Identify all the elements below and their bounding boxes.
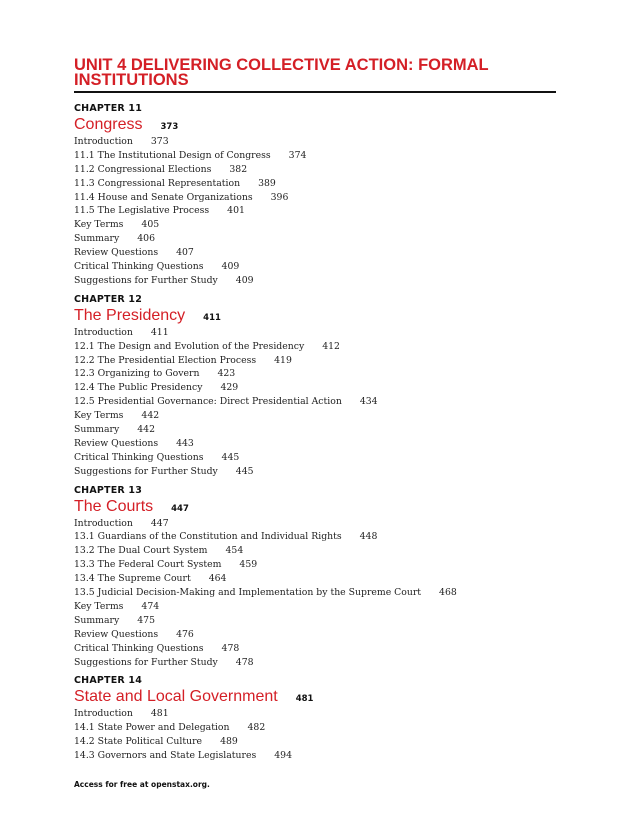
toc-entry-page-number: 419 bbox=[274, 354, 292, 366]
toc-entry[interactable] bbox=[74, 721, 556, 735]
toc-entry-title[interactable]: 11.5 The Legislative Process bbox=[74, 205, 210, 217]
toc-entry-page-number: 459 bbox=[239, 559, 258, 571]
toc-entry-title[interactable]: Critical Thinking Questions bbox=[74, 451, 204, 463]
toc-entry-title[interactable]: 14.3 Governors and State Legislatures bbox=[74, 750, 257, 762]
toc-entry-title[interactable]: 13.4 The Supreme Court bbox=[74, 573, 191, 585]
toc-entry[interactable] bbox=[74, 517, 556, 531]
toc-entry-title[interactable]: 12.1 The Design and Evolution of the Presidency bbox=[74, 340, 305, 352]
chapter-section bbox=[74, 103, 556, 288]
toc-entry[interactable] bbox=[74, 340, 556, 354]
toc-entry[interactable] bbox=[74, 465, 556, 479]
toc-entry[interactable] bbox=[74, 707, 556, 721]
toc-entry-title[interactable]: Introduction bbox=[74, 708, 133, 720]
toc-entry-title[interactable]: 14.1 State Power and Delegation bbox=[74, 722, 230, 734]
toc-entry[interactable] bbox=[74, 600, 556, 614]
toc-entry-page-number: 382 bbox=[229, 163, 248, 175]
toc-entry[interactable] bbox=[74, 530, 556, 544]
toc-entry[interactable] bbox=[74, 437, 556, 451]
toc-entry-title[interactable]: 13.2 The Dual Court System bbox=[74, 545, 208, 557]
toc-entry[interactable] bbox=[74, 367, 556, 381]
toc-entry-page-number: 448 bbox=[359, 531, 378, 543]
toc-entry-page-number: 396 bbox=[270, 191, 289, 203]
toc-entry[interactable] bbox=[74, 218, 556, 232]
toc-entry-title[interactable]: Suggestions for Further Study bbox=[74, 656, 218, 668]
unit-title: UNIT 4 DELIVERING COLLECTIVE ACTION: FORMAL INSTITUTIONS bbox=[74, 58, 556, 93]
chapter-section bbox=[74, 675, 556, 763]
toc-entry[interactable] bbox=[74, 246, 556, 260]
toc-entry-title[interactable]: Review Questions bbox=[74, 247, 159, 259]
toc-entry-title[interactable]: Review Questions bbox=[74, 437, 159, 449]
toc-entry-page-number: 407 bbox=[176, 247, 194, 259]
toc-entry-page-number: 389 bbox=[258, 177, 276, 189]
toc-entry-page-number: 478 bbox=[235, 656, 254, 668]
toc-entry-page-number: 464 bbox=[208, 573, 227, 585]
toc-entry-page-number: 468 bbox=[439, 587, 457, 599]
toc-entry-title[interactable]: Critical Thinking Questions bbox=[74, 642, 204, 654]
toc-entry[interactable] bbox=[74, 735, 556, 749]
toc-entry-title[interactable]: 11.3 Congressional Representation bbox=[74, 177, 241, 189]
chapter-heading[interactable] bbox=[74, 306, 556, 326]
toc-entry[interactable] bbox=[74, 381, 556, 395]
chapter-title-link[interactable]: The Courts bbox=[74, 497, 154, 515]
toc-entry[interactable] bbox=[74, 395, 556, 409]
chapter-heading[interactable] bbox=[74, 687, 556, 707]
chapter-heading[interactable] bbox=[74, 497, 556, 517]
toc-entry-page-number: 423 bbox=[217, 368, 236, 380]
chapter-label: CHAPTER 14 bbox=[74, 675, 143, 687]
chapter-list bbox=[74, 103, 556, 763]
toc-entry[interactable] bbox=[74, 544, 556, 558]
toc-entry-title[interactable]: Introduction bbox=[74, 326, 133, 338]
toc-entry-page-number: 476 bbox=[176, 628, 194, 640]
toc-entry-title[interactable]: 12.4 The Public Presidency bbox=[74, 382, 203, 394]
toc-page bbox=[74, 58, 556, 769]
toc-entry-title[interactable]: 13.1 Guardians of the Constitution and Individual Rights bbox=[74, 531, 342, 543]
toc-entry-title[interactable]: Summary bbox=[74, 233, 120, 245]
toc-entry-page-number: 445 bbox=[235, 465, 254, 477]
toc-entry-title[interactable]: 14.2 State Political Culture bbox=[74, 736, 203, 748]
chapter-page-number: 447 bbox=[171, 503, 189, 514]
toc-entry-page-number: 443 bbox=[176, 437, 194, 449]
toc-entry-page-number: 447 bbox=[150, 517, 169, 529]
toc-entry[interactable] bbox=[74, 177, 556, 191]
chapter-label: CHAPTER 12 bbox=[74, 293, 143, 305]
toc-entry-page-number: 373 bbox=[150, 136, 169, 147]
toc-entry-page-number: 475 bbox=[137, 614, 155, 626]
toc-entry-title[interactable]: Key Terms bbox=[74, 410, 124, 422]
toc-entry-title[interactable]: Introduction bbox=[74, 136, 133, 147]
toc-entry[interactable] bbox=[74, 642, 556, 656]
toc-entry-title[interactable]: Critical Thinking Questions bbox=[74, 261, 204, 273]
footer-note: Access for free at openstax.org. bbox=[74, 780, 210, 789]
toc-entry-page-number: 409 bbox=[221, 261, 240, 273]
toc-entry[interactable] bbox=[74, 423, 556, 437]
toc-entry-title[interactable]: 11.1 The Institutional Design of Congress bbox=[74, 149, 271, 161]
toc-entry-title[interactable]: 12.2 The Presidential Election Process bbox=[74, 354, 257, 366]
toc-entry[interactable] bbox=[74, 191, 556, 205]
toc-entry-title[interactable]: 13.3 The Federal Court System bbox=[74, 559, 222, 571]
toc-entry-title[interactable]: 13.5 Judicial Decision-Making and Implementation by the Supreme Court bbox=[74, 587, 422, 599]
toc-entry[interactable] bbox=[74, 749, 556, 763]
toc-entry[interactable] bbox=[74, 656, 556, 670]
toc-entry-page-number: 494 bbox=[274, 750, 292, 762]
chapter-page-number: 411 bbox=[203, 312, 221, 323]
chapter-heading[interactable] bbox=[74, 115, 556, 135]
chapter-title-link[interactable]: Congress bbox=[74, 116, 143, 133]
chapter-page-number: 373 bbox=[160, 122, 179, 132]
toc-entry-page-number: 429 bbox=[220, 382, 239, 394]
toc-entry-page-number: 409 bbox=[235, 274, 254, 286]
toc-entry-title[interactable]: Introduction bbox=[74, 517, 133, 529]
toc-entry-page-number: 411 bbox=[150, 326, 169, 338]
toc-entry[interactable] bbox=[74, 163, 556, 177]
toc-entry-page-number: 442 bbox=[141, 410, 160, 422]
toc-entry[interactable] bbox=[74, 274, 556, 288]
chapter-title-link[interactable]: The Presidency bbox=[74, 306, 186, 324]
toc-entry-page-number: 489 bbox=[220, 736, 238, 748]
toc-entry-page-number: 481 bbox=[150, 708, 169, 720]
toc-entry[interactable] bbox=[74, 326, 556, 340]
toc-entry-title[interactable]: Suggestions for Further Study bbox=[74, 465, 218, 477]
toc-entry[interactable] bbox=[74, 451, 556, 465]
toc-entry[interactable] bbox=[74, 409, 556, 423]
toc-entry[interactable] bbox=[74, 204, 556, 218]
toc-entry-page-number: 401 bbox=[227, 205, 245, 217]
toc-entry[interactable] bbox=[74, 558, 556, 572]
toc-entry[interactable] bbox=[74, 232, 556, 246]
toc-entry[interactable] bbox=[74, 614, 556, 628]
toc-entry-page-number: 474 bbox=[141, 600, 160, 612]
toc-entry-page-number: 454 bbox=[225, 545, 244, 557]
toc-entry[interactable] bbox=[74, 149, 556, 163]
toc-entry[interactable] bbox=[74, 354, 556, 368]
toc-entry-page-number: 445 bbox=[221, 451, 240, 463]
toc-entry-page-number: 442 bbox=[137, 424, 155, 436]
chapter-title-link[interactable]: State and Local Government bbox=[74, 688, 278, 706]
chapter-label: CHAPTER 13 bbox=[74, 484, 143, 496]
toc-entry-title[interactable]: 11.4 House and Senate Organizations bbox=[74, 191, 253, 203]
toc-entry-title[interactable]: 11.2 Congressional Elections bbox=[74, 163, 212, 175]
toc-entry-title[interactable]: Key Terms bbox=[74, 219, 124, 231]
chapter-label: CHAPTER 11 bbox=[74, 103, 143, 114]
toc-entry-page-number: 434 bbox=[359, 396, 378, 408]
toc-entry[interactable] bbox=[74, 260, 556, 274]
chapter-section bbox=[74, 294, 556, 479]
toc-entry-title[interactable]: 12.3 Organizing to Govern bbox=[74, 368, 200, 380]
toc-entry-page-number: 406 bbox=[137, 233, 155, 245]
toc-entry-page-number: 412 bbox=[322, 340, 340, 352]
toc-entry-page-number: 374 bbox=[288, 149, 307, 161]
toc-entry-title[interactable]: 12.5 Presidential Governance: Direct Presidential Action bbox=[74, 396, 342, 408]
toc-entry-page-number: 482 bbox=[247, 722, 266, 734]
chapter-page-number: 481 bbox=[295, 694, 314, 705]
toc-entry[interactable] bbox=[74, 586, 556, 600]
toc-entry-title[interactable]: Suggestions for Further Study bbox=[74, 274, 218, 286]
toc-entry-title[interactable]: Summary bbox=[74, 424, 120, 436]
chapter-section bbox=[74, 485, 556, 670]
toc-entry[interactable] bbox=[74, 628, 556, 642]
toc-entry-title[interactable]: Key Terms bbox=[74, 600, 124, 612]
toc-entry[interactable] bbox=[74, 572, 556, 586]
toc-entry-title[interactable]: Summary bbox=[74, 614, 120, 626]
toc-entry-page-number: 405 bbox=[141, 219, 160, 231]
toc-entry[interactable] bbox=[74, 135, 556, 149]
toc-entry-title[interactable]: Review Questions bbox=[74, 628, 159, 640]
toc-entry-page-number: 478 bbox=[221, 642, 240, 654]
